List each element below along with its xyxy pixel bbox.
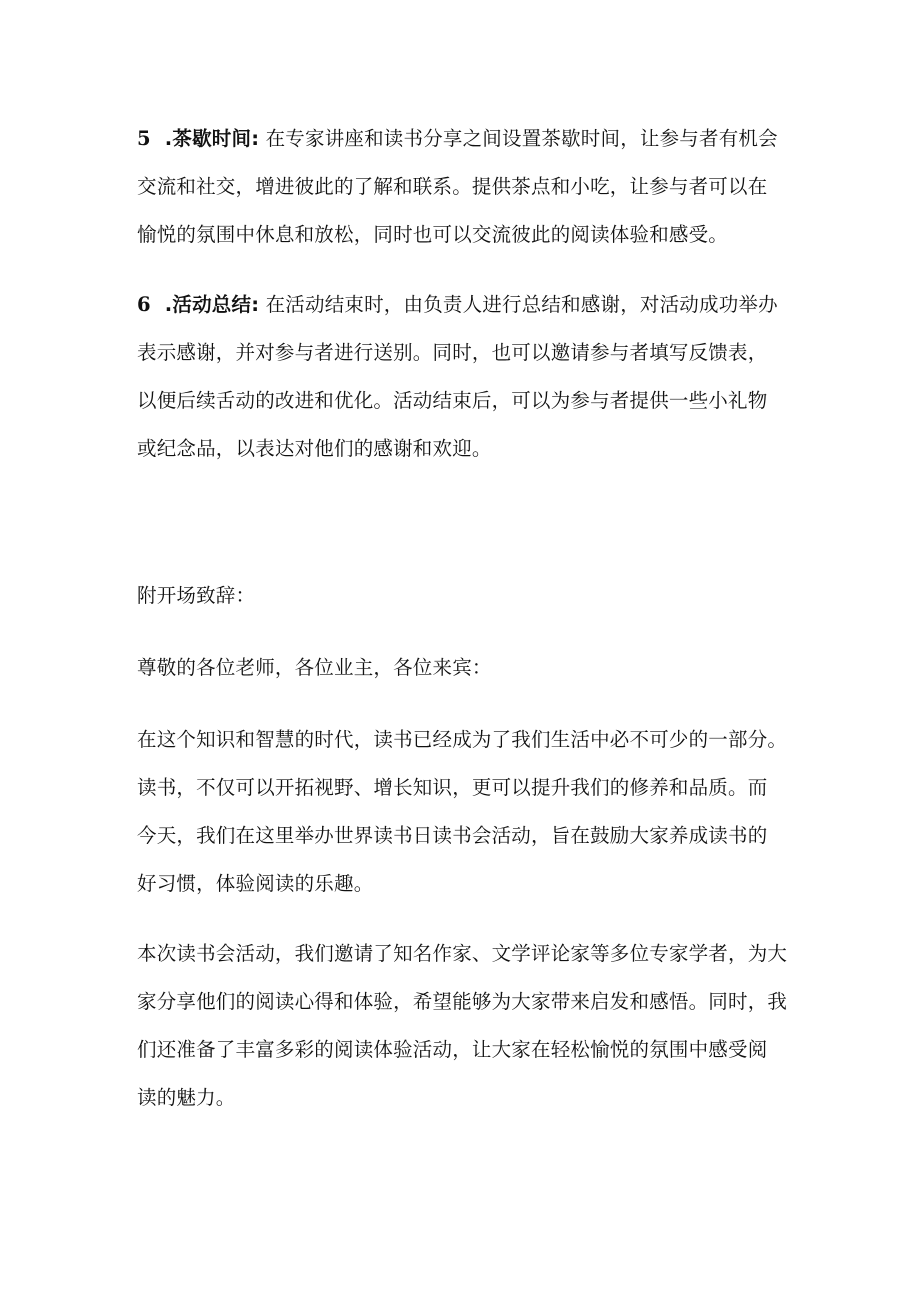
- item-heading: .茶歇时间:: [164, 127, 260, 150]
- paragraph-line: 好习惯，体验阅读的乐趣。: [137, 872, 374, 895]
- item-number: 5: [137, 127, 151, 150]
- paragraph-line: 交流和社交，增进彼此的了解和联系。提供茶点和小吃，让参与者可以在: [137, 175, 768, 198]
- item-number: 6: [137, 293, 151, 316]
- paragraph-line: 读书，不仅可以开拓视野、增长知识，更可以提升我们的修养和品质。而: [137, 776, 768, 799]
- paragraph-line: 今天，我们在这里举办世界读书日读书会活动，旨在鼓励大家养成读书的: [137, 824, 768, 847]
- speech-paragraph-1: [137, 716, 809, 908]
- speech-paragraph-2: [137, 930, 809, 1122]
- item-heading: .活动总结:: [164, 293, 260, 316]
- paragraph-line: 们还准备了丰富多彩的阅读体验活动，让大家在轻松愉悦的氛围中感受阅: [137, 1038, 768, 1061]
- paragraph-line: 以便后续舌动的改进和优化。活动结束后，可以为参与者提供一些小礼物: [137, 389, 768, 412]
- item-text: 在活动结束时，由负责人进行总结和感谢，对活动成功举办: [265, 293, 778, 316]
- paragraph-line: [137, 281, 809, 329]
- salutation-text: 尊敬的各位老师，各位业主，各位来宾：: [137, 656, 492, 679]
- paragraph-line: 读的魅力。: [137, 1086, 236, 1109]
- paragraph-line: 本次读书会活动，我们邀请了知名作家、文学评论家等多位专家学者，为大: [137, 942, 788, 965]
- paragraph-line: 或纪念品，以表达对他们的感谢和欢迎。: [137, 437, 492, 460]
- paragraph-line: 家分享他们的阅读心得和体验，希望能够为大家带来启发和感悟。同时，我: [137, 990, 788, 1013]
- item-text: 在专家讲座和读书分享之间设置茶歇时间，让参与者有机会: [265, 127, 778, 150]
- paragraph-line: 在这个知识和智慧的时代，读书已经成为了我们生活中必不可少的一部分。: [137, 728, 788, 751]
- paragraph-line: [137, 115, 809, 163]
- list-item-activity-summary: [137, 281, 809, 473]
- salutation: [137, 644, 809, 692]
- list-item-tea-break: [137, 115, 809, 259]
- appendix-title: [137, 572, 809, 620]
- paragraph-line: 表示感谢，并对参与者进行送别。同时，也可以邀请参与者填写反馈表，: [137, 341, 768, 364]
- appendix-title-text: 附开场致辞：: [137, 584, 256, 607]
- paragraph-line: 愉悦的氛围中休息和放松，同时也可以交流彼此的阅读体验和感受。: [137, 223, 729, 246]
